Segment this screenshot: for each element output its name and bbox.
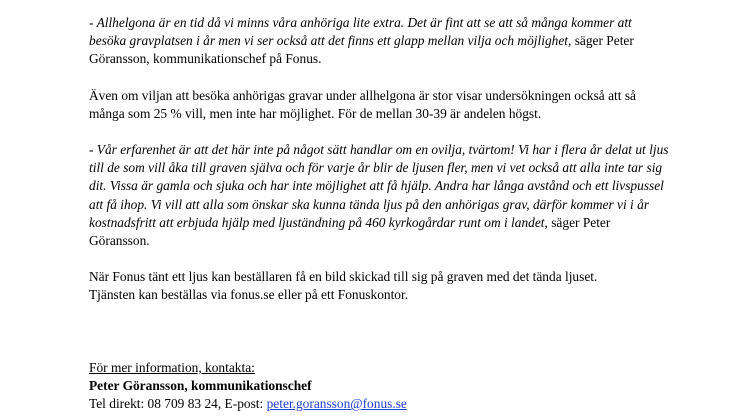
contact-name: Peter Göransson, kommunikationschef <box>89 377 312 393</box>
quote-attribution-2: säger Peter Göransson. <box>89 214 611 249</box>
quote-paragraph-2 <box>89 141 669 250</box>
service-line-2: Tjänsten kan beställas via fonus.se eller på ett Fonuskontor. <box>89 287 409 303</box>
paragraph-spacer <box>89 250 669 268</box>
service-paragraph <box>89 268 669 304</box>
service-line-1: När Fonus tänt ett ljus kan beställaren få en bild skickad till sig på graven med det tända ljuset. <box>89 269 598 285</box>
contact-heading: För mer information, kontakta: <box>89 359 255 375</box>
paragraph-spacer <box>89 123 669 141</box>
contact-details <box>89 395 669 413</box>
contact-email-link[interactable]: peter.goransson@fonus.se <box>266 396 407 412</box>
paragraph-spacer <box>89 69 669 87</box>
contact-block <box>89 359 669 414</box>
quote-text-1: - Allhelgona är en tid då vi minns våra anhöriga lite extra. Det är fint att se att så många kommer att besöka gravplatsen i år men vi ser också att det finns ett glapp mellan vilja och möjlighet, <box>89 15 632 49</box>
contact-phone: Tel direkt: 08 709 83 24, E-post: <box>89 396 267 412</box>
section-spacer <box>89 305 669 359</box>
quote-attribution-1: säger Peter Göransson, kommunikationschef på Fonus. <box>89 33 634 67</box>
quote-text-2: - Vår erfarenhet är att det här inte på något sätt handlar om en ovilja, tvärtom! Vi har i flera år delat ut ljus till de som vill åka till graven själva och för varje år blir de ljusen fler, men vi vet också att alla inte tar sig dit. Vissa är gamla och sjuka och har inte möjlighet att få hjälp. Andra har långa avstånd och ett livspussel att få ihop. Vi vill att alla som önskar ska kunna tända ljus på den anhörigas grav, därför kommer vi i år kostnadsfritt att erbjuda hjälp med ljuständning på 460 kyrkogårdar runt om i landet, <box>89 142 669 230</box>
document-body <box>89 14 669 413</box>
quote-paragraph-1 <box>89 14 669 69</box>
survey-paragraph: Även om viljan att besöka anhörigas gravar under allhelgona är stor visar undersökningen också att så många som 25 % vill, men inte har möjlighet. För de mellan 30-39 är andelen högst. <box>89 87 636 121</box>
